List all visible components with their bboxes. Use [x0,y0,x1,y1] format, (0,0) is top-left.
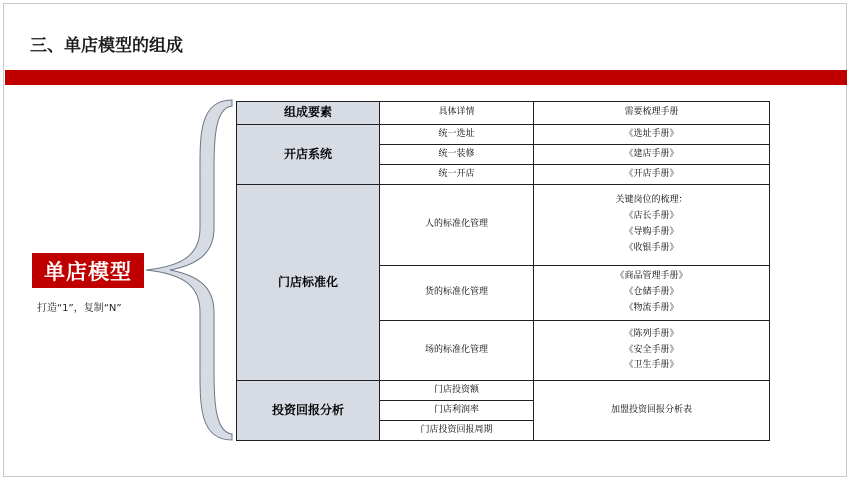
detail-cell: 统一装修 [379,144,534,165]
detail-cell: 货的标准化管理 [379,265,534,321]
detail-cell: 场的标准化管理 [379,320,534,381]
manual-cell: 《建店手册》 [533,144,770,165]
composition-table [236,101,770,441]
section-investment: 投资回报分析 [236,380,380,441]
slide-title: 三、单店模型的组成 [30,36,183,56]
manual-item: 关键岗位的梳理： [615,195,688,206]
section-standardization: 门店标准化 [236,184,380,381]
accent-bar [5,70,847,85]
manual-cell: 《选址手册》 [533,124,770,145]
detail-cell: 门店投资额 [379,380,534,401]
detail-cell: 门店投资回报周期 [379,420,534,441]
manual-cell: 《开店手册》 [533,164,770,185]
manual-item: 《物流手册》 [624,302,679,313]
detail-cell: 统一选址 [379,124,534,145]
manual-list-cell [533,265,770,321]
manual-item: 《商品管理手册》 [615,271,688,282]
manual-item: 《安全手册》 [624,344,679,355]
manual-list-cell [533,184,770,266]
manual-item: 《店长手册》 [624,211,679,222]
header-composition: 组成要素 [236,101,380,125]
model-badge: 单店模型 [32,253,144,288]
detail-cell: 统一开店 [379,164,534,185]
header-manuals: 需要梳理手册 [533,101,770,125]
section-open-store: 开店系统 [236,124,380,185]
curly-brace-icon [140,98,236,442]
detail-cell: 门店利润率 [379,400,534,421]
manual-list-cell [533,320,770,381]
manual-item: 《卫生手册》 [624,360,679,371]
model-subtitle: 打造“1”，复制“N” [37,303,122,314]
manual-item: 《陈列手册》 [624,328,679,339]
manual-item: 《导购手册》 [624,227,679,237]
manual-item: 《收银手册》 [624,242,679,253]
manual-cell: 加盟投资回报分析表 [533,380,770,441]
header-details: 具体详情 [379,101,534,125]
manual-item: 《仓储手册》 [624,287,679,298]
detail-cell: 人的标准化管理 [379,184,534,266]
